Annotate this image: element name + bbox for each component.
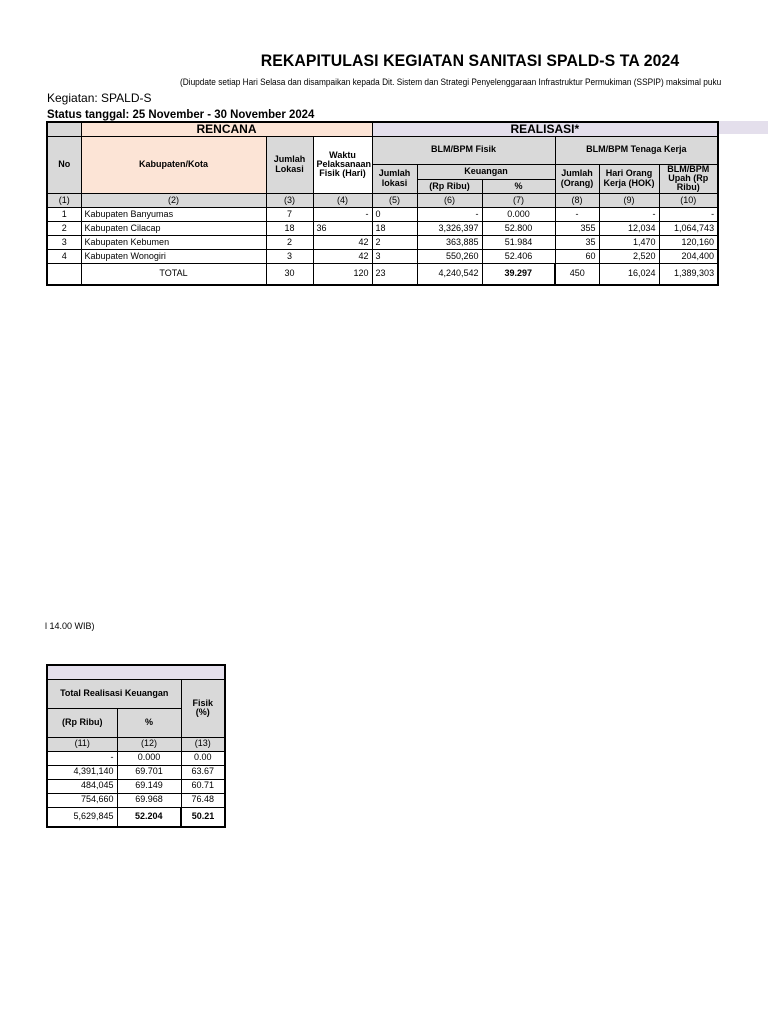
total-jumlah-lokasi: 30 — [266, 263, 313, 285]
cell-persen: 52.800 — [482, 221, 555, 235]
table-row — [47, 793, 225, 807]
cell-jumlah-orang: - — [555, 207, 599, 221]
total-row — [47, 807, 225, 827]
total-no-cell — [47, 263, 81, 285]
cell-kabupaten: Kabupaten Wonogiri — [81, 249, 266, 263]
cell-persen: 52.406 — [482, 249, 555, 263]
col-number: (8) — [555, 193, 599, 207]
col-number: (12) — [117, 737, 181, 751]
header-persen: % — [482, 179, 555, 193]
table-row — [47, 249, 718, 263]
cell-no: 3 — [47, 235, 81, 249]
header-jumlah-lokasi-2: Jumlah lokasi — [372, 164, 417, 193]
cell-upah: 120,160 — [659, 235, 718, 249]
status-date: Status tanggal: 25 November - 30 November 2024 — [47, 107, 315, 121]
header-fisik: Fisik (%) — [181, 679, 225, 737]
rekapitulasi-table — [46, 121, 719, 286]
total-waktu: 120 — [313, 263, 372, 285]
header-jumlah-lokasi: Jumlah Lokasi — [266, 136, 313, 193]
cell-waktu: 36 — [313, 221, 372, 235]
side-header-strip — [47, 665, 225, 679]
col-number: (11) — [47, 737, 117, 751]
cell-jumlah-lokasi: 2 — [266, 235, 313, 249]
cell-waktu: 42 — [313, 249, 372, 263]
table-row — [47, 765, 225, 779]
col-number: (7) — [482, 193, 555, 207]
cell-jumlah-orang: 60 — [555, 249, 599, 263]
cell-fisik: 0.00 — [181, 751, 225, 765]
cell-waktu: 42 — [313, 235, 372, 249]
cell-upah: 1,064,743 — [659, 221, 718, 235]
header-blm-tenaga: BLM/BPM Tenaga Kerja — [555, 136, 718, 164]
header-rp-ribu: (Rp Ribu) — [417, 179, 482, 193]
header-rp-ribu: (Rp Ribu) — [47, 708, 117, 737]
cell-hok: 1,470 — [599, 235, 659, 249]
cell-jumlah-orang: 355 — [555, 221, 599, 235]
cell-hok: - — [599, 207, 659, 221]
header-waktu: Waktu Pelaksanaan Fisik (Hari) — [313, 136, 372, 193]
header-no: No — [47, 136, 81, 193]
cell-waktu: - — [313, 207, 372, 221]
cell-persen: 51.984 — [482, 235, 555, 249]
total-persen: 39.297 — [482, 263, 555, 285]
cell-hok: 12,034 — [599, 221, 659, 235]
table-row — [47, 751, 225, 765]
cell-rp-ribu: - — [47, 751, 117, 765]
cell-fisik: 60.71 — [181, 779, 225, 793]
corner-cell — [47, 122, 81, 136]
header-upah: BLM/BPM Upah (Rp Ribu) — [659, 164, 718, 193]
cell-kabupaten: Kabupaten Cilacap — [81, 221, 266, 235]
table-row — [47, 779, 225, 793]
cell-persen: 69.968 — [117, 793, 181, 807]
header-persen: % — [117, 708, 181, 737]
col-number: (1) — [47, 193, 81, 207]
total-fisik: 50.21 — [181, 807, 225, 827]
cell-persen: 0.000 — [117, 751, 181, 765]
col-number: (3) — [266, 193, 313, 207]
kegiatan-label: Kegiatan: SPALD-S — [47, 91, 152, 105]
total-hok: 16,024 — [599, 263, 659, 285]
total-persen: 52.204 — [117, 807, 181, 827]
cell-jumlah-lokasi: 3 — [266, 249, 313, 263]
cell-rp-ribu: 550,260 — [417, 249, 482, 263]
col-number: (5) — [372, 193, 417, 207]
cell-jumlah-lokasi-2: 0 — [372, 207, 417, 221]
table-row — [47, 235, 718, 249]
cell-no: 1 — [47, 207, 81, 221]
header-strip — [717, 121, 768, 134]
header-total-keuangan: Total Realisasi Keuangan — [47, 679, 181, 708]
header-jumlah-orang: Jumlah (Orang) — [555, 164, 599, 193]
cell-jumlah-lokasi: 7 — [266, 207, 313, 221]
cell-rp-ribu: 754,660 — [47, 793, 117, 807]
total-rp-ribu: 4,240,542 — [417, 263, 482, 285]
col-number: (13) — [181, 737, 225, 751]
col-number: (9) — [599, 193, 659, 207]
cell-persen: 69.149 — [117, 779, 181, 793]
page-title: REKAPITULASI KEGIATAN SANITASI SPALD-S TA 2024 — [260, 51, 680, 70]
total-jumlah-lokasi-2: 23 — [372, 263, 417, 285]
table-row — [47, 207, 718, 221]
col-number: (10) — [659, 193, 718, 207]
time-note: l 14.00 WIB) — [45, 621, 95, 631]
cell-upah: - — [659, 207, 718, 221]
header-keuangan: Keuangan — [417, 164, 555, 179]
cell-jumlah-lokasi-2: 18 — [372, 221, 417, 235]
realisasi-header: REALISASI* — [372, 122, 718, 136]
header-blm-fisik: BLM/BPM Fisik — [372, 136, 555, 164]
cell-persen: 0.000 — [482, 207, 555, 221]
col-number: (2) — [81, 193, 266, 207]
cell-hok: 2,520 — [599, 249, 659, 263]
total-realisasi-table — [46, 664, 226, 828]
header-kabupaten: Kabupaten/Kota — [81, 136, 266, 193]
total-jumlah-orang: 450 — [555, 263, 599, 285]
rencana-header: RENCANA — [81, 122, 372, 136]
page-subtitle: (Diupdate setiap Hari Selasa dan disampaikan kepada Dit. Sistem dan Strategi Penyelenggaraan Infrastruktur Permukiman (SSPIP) maksimal puku — [180, 77, 722, 87]
header-hok: Hari Orang Kerja (HOK) — [599, 164, 659, 193]
cell-rp-ribu: 363,885 — [417, 235, 482, 249]
cell-jumlah-lokasi: 18 — [266, 221, 313, 235]
cell-jumlah-lokasi-2: 3 — [372, 249, 417, 263]
cell-kabupaten: Kabupaten Kebumen — [81, 235, 266, 249]
cell-jumlah-orang: 35 — [555, 235, 599, 249]
col-number: (4) — [313, 193, 372, 207]
cell-jumlah-lokasi-2: 2 — [372, 235, 417, 249]
cell-rp-ribu: 4,391,140 — [47, 765, 117, 779]
total-upah: 1,389,303 — [659, 263, 718, 285]
cell-fisik: 63.67 — [181, 765, 225, 779]
cell-rp-ribu: 484,045 — [47, 779, 117, 793]
col-number: (6) — [417, 193, 482, 207]
table-row — [47, 221, 718, 235]
total-rp-ribu: 5,629,845 — [47, 807, 117, 827]
cell-persen: 69.701 — [117, 765, 181, 779]
cell-rp-ribu: - — [417, 207, 482, 221]
cell-fisik: 76.48 — [181, 793, 225, 807]
cell-kabupaten: Kabupaten Banyumas — [81, 207, 266, 221]
total-label: TOTAL — [81, 263, 266, 285]
cell-no: 2 — [47, 221, 81, 235]
cell-no: 4 — [47, 249, 81, 263]
cell-rp-ribu: 3,326,397 — [417, 221, 482, 235]
cell-upah: 204,400 — [659, 249, 718, 263]
total-row — [47, 263, 718, 285]
